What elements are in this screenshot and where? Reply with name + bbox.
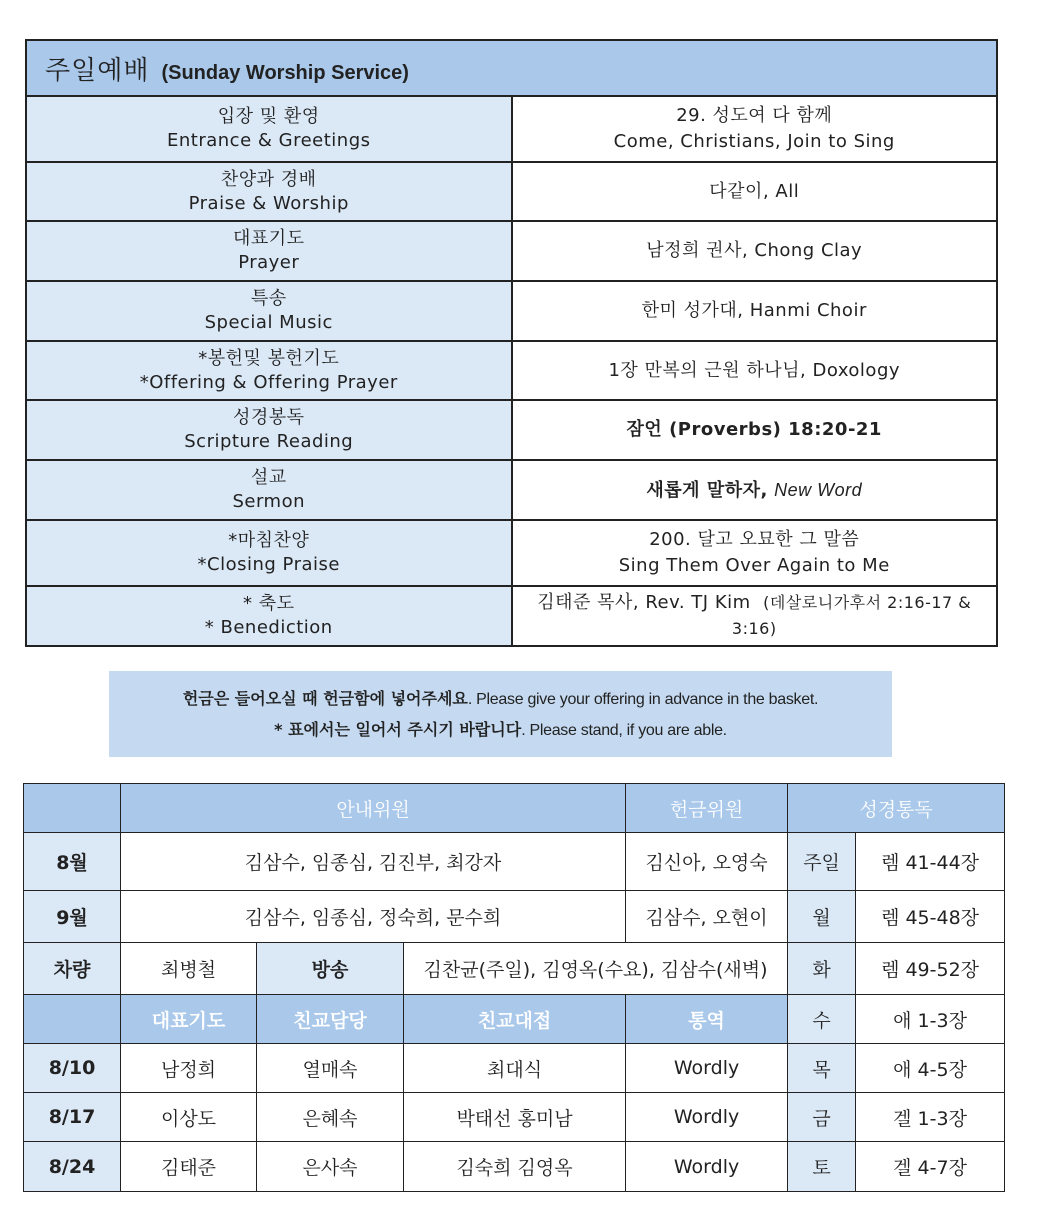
duty-interpretation: Wordly	[626, 1044, 788, 1093]
duty-fellowship: 열매속	[257, 1044, 404, 1093]
duty-fellowship: 은혜속	[257, 1093, 404, 1142]
label-ko: 찬양과 경배	[220, 168, 317, 190]
sermon-title-en: New Word	[774, 479, 863, 500]
sermon-title-ko: 새롭게 말하자,	[646, 479, 768, 501]
value-line: 김태준 목사, Rev. TJ Kim	[537, 592, 751, 613]
label-en: *Offering & Offering Prayer	[139, 371, 398, 393]
value-line: 200. 달고 오묘한 그 말씀	[649, 529, 860, 550]
duty-header-blank	[24, 995, 121, 1044]
value-line: 다같이, All	[709, 180, 800, 202]
label-ko: * 축도	[243, 593, 295, 614]
header-blank	[24, 784, 121, 833]
value-line: 29. 성도여 다 함께	[676, 105, 833, 126]
reading-passage: 애 1-3장	[856, 995, 1005, 1044]
order-label-prayer	[26, 221, 512, 281]
broadcast-names: 김찬균(주일), 김영옥(수요), 김삼수(새벽)	[404, 943, 788, 995]
header-bible-reading: 성경통독	[788, 784, 1005, 833]
ushers-names: 김삼수, 임종심, 정숙희, 문수희	[121, 891, 626, 943]
order-value-scripture	[512, 400, 998, 460]
value-line: Sing Them Over Again to Me	[618, 555, 890, 576]
value-line: Come, Christians, Join to Sing	[613, 131, 895, 152]
reading-passage: 겔 4-7장	[856, 1142, 1005, 1192]
reading-passage: 렘 49-52장	[856, 943, 1005, 995]
label-en: Scripture Reading	[184, 431, 354, 452]
order-label-benediction	[26, 586, 512, 646]
ushers-names: 김삼수, 임종심, 김진부, 최강자	[121, 833, 626, 891]
label-en: * Benediction	[204, 617, 333, 638]
duty-date: 8/24	[24, 1142, 121, 1192]
duty-interpretation: Wordly	[626, 1142, 788, 1192]
order-label-closing-praise	[26, 520, 512, 586]
month-label: 8월	[24, 833, 121, 891]
label-en: *Closing Praise	[197, 554, 340, 575]
label-en: Special Music	[204, 312, 333, 333]
order-label-offering	[26, 341, 512, 400]
worship-title-ko: 주일예배	[45, 55, 150, 86]
order-value-benediction	[512, 586, 998, 646]
duty-reception: 최대식	[404, 1044, 626, 1093]
benediction-verse: (데살로니가후서 2:16-17 & 3:16)	[731, 593, 972, 638]
vehicle-label: 차량	[24, 943, 121, 995]
duty-interpretation: Wordly	[626, 1093, 788, 1142]
worship-order-table	[25, 39, 998, 647]
notice-en: . Please stand, if you are able.	[521, 722, 727, 739]
notice-line-offering	[109, 684, 892, 715]
label-ko: 설교	[250, 467, 287, 488]
reading-day: 수	[788, 995, 856, 1044]
header-offering: 헌금위원	[626, 784, 788, 833]
value-line: 잠언 (Proverbs) 18:20-21	[626, 419, 882, 440]
order-label-sermon	[26, 460, 512, 520]
value-line: 남정희 권사, Chong Clay	[646, 240, 863, 261]
month-label: 9월	[24, 891, 121, 943]
order-value-praise	[512, 162, 998, 221]
notice-box	[109, 671, 892, 757]
order-label-special-music	[26, 281, 512, 341]
duty-header-fellowship: 친교담당	[257, 995, 404, 1044]
worship-title-en: (Sunday Worship Service)	[161, 61, 409, 84]
duty-date: 8/17	[24, 1093, 121, 1142]
reading-passage: 렘 45-48장	[856, 891, 1005, 943]
value-line: 한미 성가대, Hanmi Choir	[641, 300, 867, 321]
label-en: Entrance & Greetings	[167, 130, 371, 151]
order-value-sermon	[512, 460, 998, 520]
reading-passage: 애 4-5장	[856, 1044, 1005, 1093]
notice-ko: * 표에서는 일어서 주시기 바랍니다	[274, 720, 522, 739]
label-en: Prayer	[238, 252, 300, 273]
notice-ko: 헌금은 들어오실 때 헌금함에 넣어주세요	[182, 689, 468, 708]
duty-header-prayer: 대표기도	[121, 995, 257, 1044]
notice-en: . Please give your offering in advance in the basket.	[467, 691, 819, 708]
label-en: Praise & Worship	[188, 192, 349, 214]
duty-prayer: 남정희	[121, 1044, 257, 1093]
header-ushers: 안내위원	[121, 784, 626, 833]
label-ko: 대표기도	[232, 228, 305, 249]
order-label-praise	[26, 162, 512, 221]
schedule-table	[23, 783, 1005, 1192]
notice-line-stand	[109, 715, 892, 746]
order-value-prayer	[512, 221, 998, 281]
order-label-entrance	[26, 96, 512, 162]
order-value-entrance	[512, 96, 998, 162]
reading-day: 주일	[788, 833, 856, 891]
order-value-offering	[512, 341, 998, 400]
reading-day: 토	[788, 1142, 856, 1192]
reading-passage: 겔 1-3장	[856, 1093, 1005, 1142]
offering-names: 김신아, 오영숙	[626, 833, 788, 891]
duty-prayer: 김태준	[121, 1142, 257, 1192]
duty-date: 8/10	[24, 1044, 121, 1093]
label-ko: 성경봉독	[232, 407, 305, 428]
worship-title	[26, 40, 997, 96]
label-ko: *마침찬양	[228, 530, 310, 551]
order-value-special-music	[512, 281, 998, 341]
reading-passage: 렘 41-44장	[856, 833, 1005, 891]
reading-day: 목	[788, 1044, 856, 1093]
label-en: Sermon	[232, 491, 306, 512]
duty-header-reception: 친교대접	[404, 995, 626, 1044]
reading-day: 화	[788, 943, 856, 995]
order-value-closing-praise	[512, 520, 998, 586]
reading-day: 월	[788, 891, 856, 943]
broadcast-label: 방송	[257, 943, 404, 995]
duty-header-interpretation: 통역	[626, 995, 788, 1044]
label-ko: 특송	[250, 288, 287, 309]
vehicle-name: 최병철	[121, 943, 257, 995]
offering-names: 김삼수, 오현이	[626, 891, 788, 943]
reading-day: 금	[788, 1093, 856, 1142]
order-label-scripture	[26, 400, 512, 460]
duty-fellowship: 은사속	[257, 1142, 404, 1192]
duty-reception: 김숙희 김영옥	[404, 1142, 626, 1192]
label-ko: 입장 및 환영	[217, 106, 320, 127]
duty-prayer: 이상도	[121, 1093, 257, 1142]
duty-reception: 박태선 홍미남	[404, 1093, 626, 1142]
value-line: 1장 만복의 근원 하나님, Doxology	[608, 359, 901, 381]
label-ko: *봉헌및 봉헌기도	[198, 347, 340, 369]
